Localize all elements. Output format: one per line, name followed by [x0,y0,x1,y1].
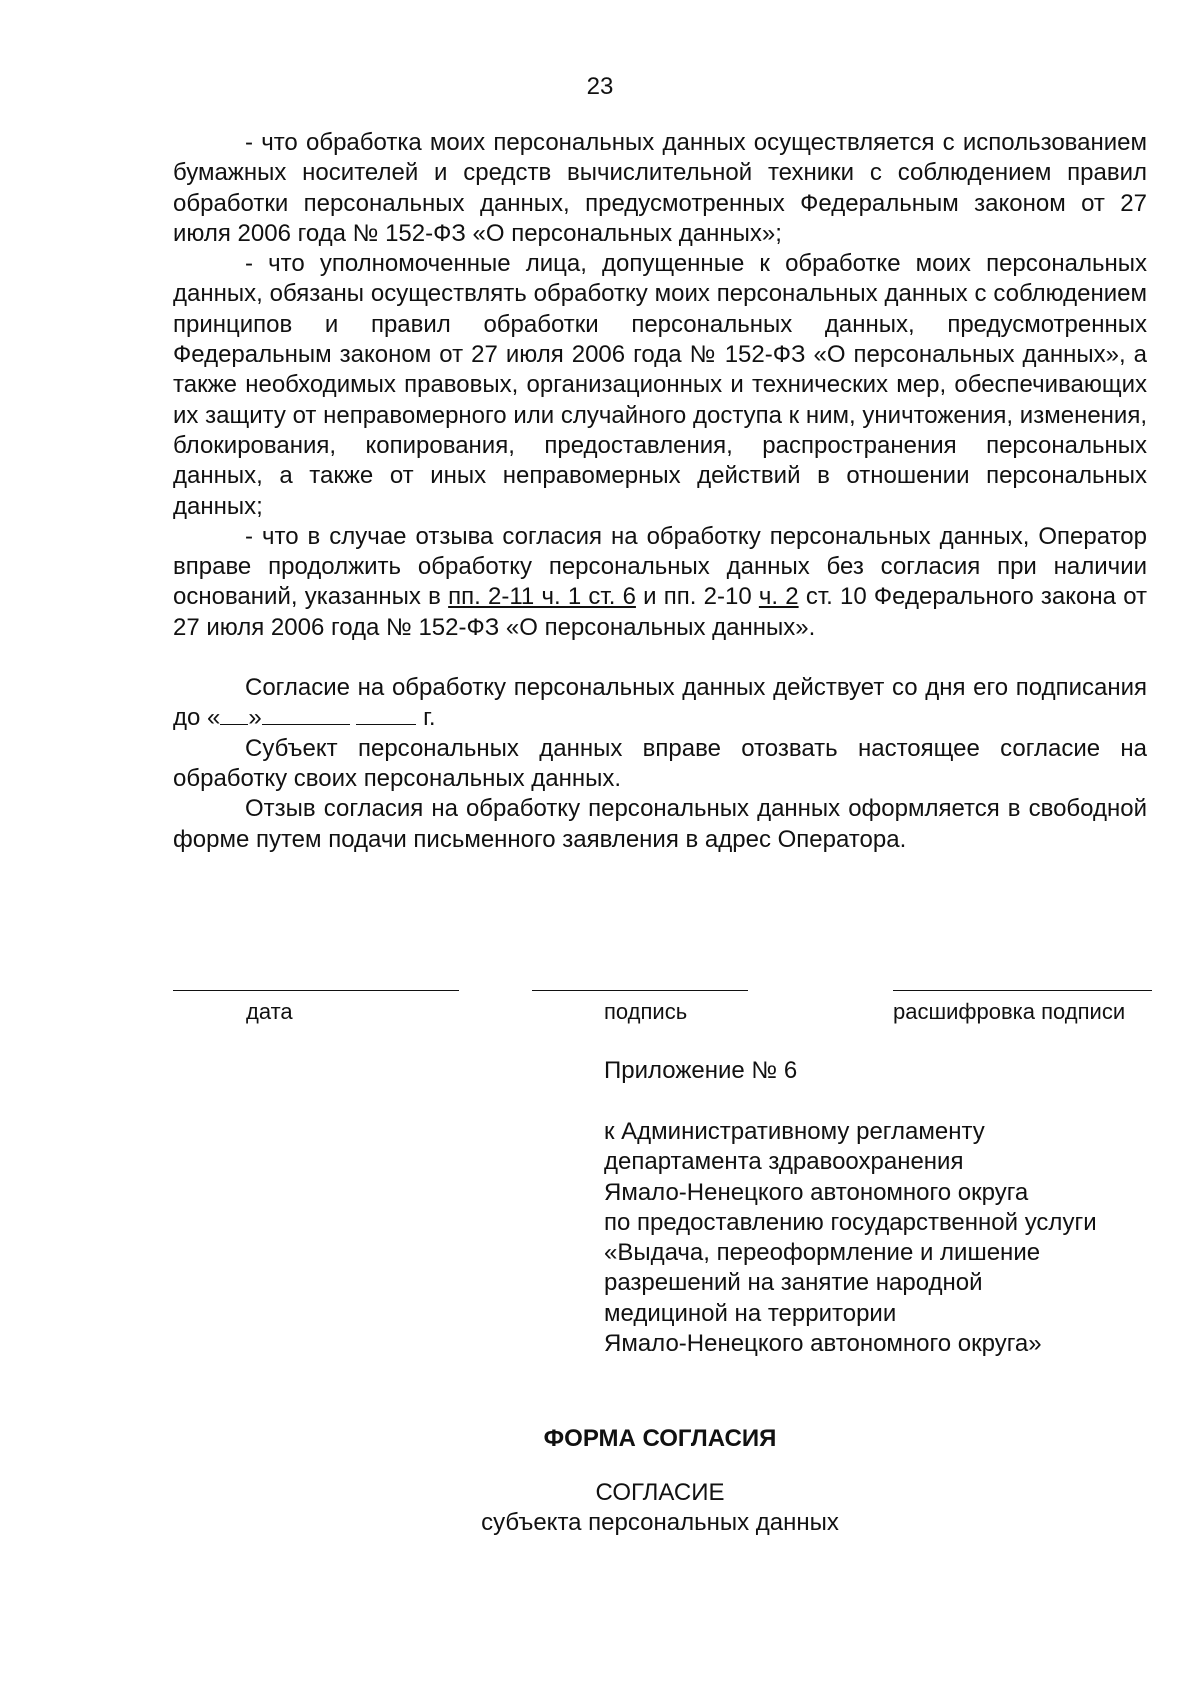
appendix-line: «Выдача, переоформление и лишение [604,1239,1041,1267]
appendix-line: Ямало-Ненецкого автономного округа [604,1178,1029,1206]
appendix-reference [604,1117,1164,1359]
paragraph-validity-period [173,673,1147,734]
paragraph-right-to-withdraw: Субъект персональных данных вправе отозвать настоящее согласие на обработку своих персональных данных. [173,734,1147,792]
paragraph-withdrawal-form: Отзыв согласия на обработку персональных данных оформляется в свободной форме путем подачи письменного заявления в адрес Оператора. [173,795,1147,853]
consent-subtitle: субъекта персональных данных [481,1509,839,1536]
appendix-line: к Административному регламенту [604,1118,985,1145]
paragraph-text: г. [416,704,436,732]
spacer [173,643,1147,673]
paragraph-processing-means: - что обработка моих персональных данных осуществляется с использованием бумажных носителей и средств вычислительной техники с соблюдением правил обработки персональных данных, предусмотренных Федеральным законом от 27 июля 2006 года № 152-ФЗ «О персональных данных»; [173,129,1147,247]
appendix-line: разрешений на занятие народной [604,1269,983,1297]
paragraph-authorized-persons: - что уполномоченные лица, допущенные к обработке моих персональных данных, обязаны осуществлять обработку моих персональных данных с соблюдением принципов и правил обработки персональных данных, предусмотренных Федеральным законом от 27 июля 2006 года № 152-ФЗ «О персональных данных», а также необходимых правовых, организационных и технических мер, обеспечивающих их защиту от неправомерного или случайного доступа к ним, уничтожения, изменения, блокирования, копирования, предоставления, распространения персональных данных, а также от иных неправомерных действий в отношении персональных данных; [173,250,1147,520]
signature-label: подпись [604,999,688,1024]
form-title: ФОРМА СОГЛАСИЯ [543,1425,777,1452]
paragraph-text: ст. 10 Федерального закона от 27 июля 2006 года № 152-ФЗ «О персональных данных». [173,583,1148,641]
page-number: 23 [586,73,614,100]
date-label: дата [246,999,293,1024]
month-blank [262,704,350,725]
decoding-signature-line [893,990,1152,991]
consent-body-text [173,128,1147,855]
law-reference-link[interactable]: ч. 2 [758,583,799,611]
appendix-line: Ямало-Ненецкого автономного округа» [604,1330,1042,1358]
paragraph-text: » [248,704,262,732]
signature-line [532,990,748,991]
appendix-title: Приложение № 6 [604,1057,798,1084]
paragraph-text: Согласие на обработку персональных данных действует со дня его подписания до « [173,674,1147,732]
day-blank [220,704,248,725]
appendix-line: департамента здравоохранения [604,1148,964,1176]
paragraph-text: и пп. 2-10 [635,583,759,611]
year-blank [356,704,416,725]
law-reference-link[interactable]: пп. 2-11 ч. 1 ст. 6 [448,583,636,611]
signature-decoding-label: расшифровка подписи [893,999,1126,1024]
consent-title: СОГЛАСИЕ [595,1479,725,1506]
paragraph-withdrawal-continuation [173,522,1147,643]
appendix-line: по предоставлению государственной услуги [604,1208,1097,1236]
paragraph-text: - что в случае отзыва согласия на обработку персональных данных, Оператор вправе продолжить обработку персональных данных без согласия при наличии оснований, указанных в [173,522,1147,611]
appendix-line: медициной на территории [604,1299,897,1327]
date-signature-line [173,990,459,991]
